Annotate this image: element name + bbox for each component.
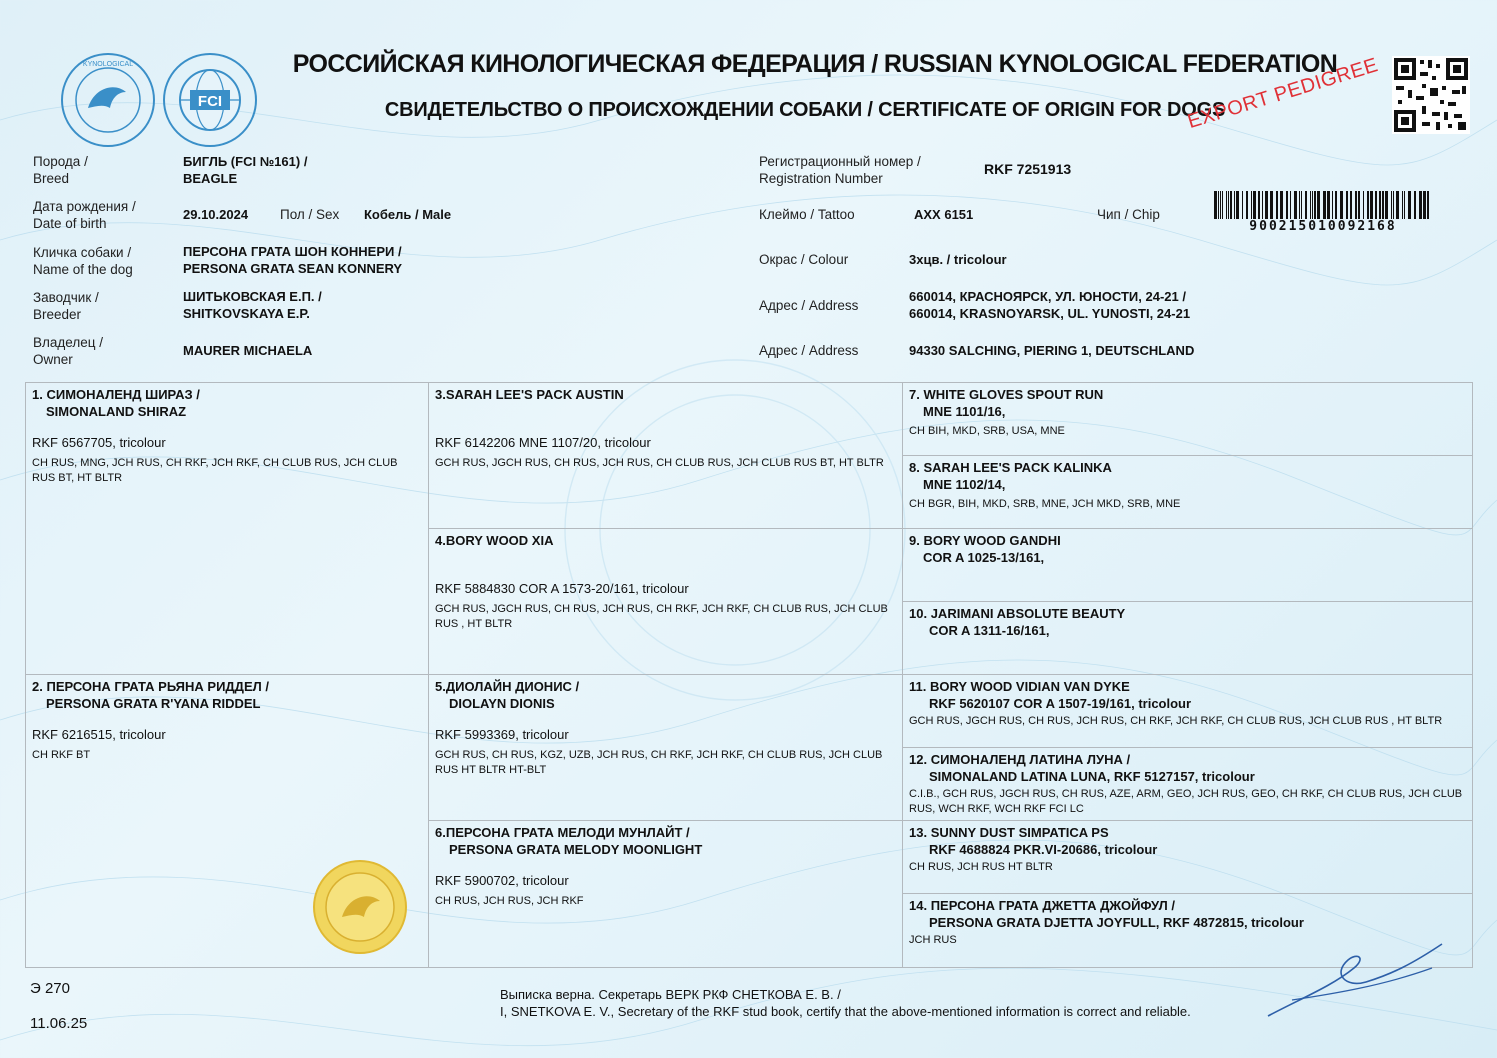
barcode-bar (1220, 191, 1221, 219)
owner-label: Владелец / Owner (33, 335, 103, 367)
registration-value: RKF 7251913 (984, 161, 1072, 177)
sex-value: Кобель / Male (364, 207, 452, 222)
barcode-bar (1350, 191, 1352, 219)
pedigree-ancestor-8: 8. SARAH LEE'S PACK KALINKA MNE 1102/14, CH BGR, BIH, MKD, SRB, MNE, JCH MKD, SRB, MNE (903, 456, 1473, 529)
dog-name-label: Кличка собаки / Name of the dog (33, 245, 133, 277)
barcode-bar (1391, 191, 1392, 219)
colour-label: Окрас / Colour (759, 252, 849, 267)
barcode-bar (1228, 191, 1229, 219)
barcode-bar (1234, 191, 1235, 219)
barcode-bar (1393, 191, 1394, 219)
issue-date: 11.06.25 (30, 1015, 88, 1032)
barcode-bar (1402, 191, 1403, 219)
barcode-bar (1214, 191, 1217, 219)
barcode-bar (1280, 191, 1283, 219)
barcode-bar (1310, 191, 1311, 219)
barcode-bar (1427, 191, 1429, 219)
barcode-bar (1301, 191, 1302, 219)
barcode-bar (1332, 191, 1333, 219)
pedigree-ancestor-14: 14. ПЕРСОНА ГРАТА ДЖЕТТА ДЖОЙФУЛ / PERSONA GRATA DJETTA JOYFULL, RKF 4872815, tricolour JCH RUS (903, 894, 1473, 968)
chip-barcode (1214, 191, 1432, 219)
tattoo-label: Клеймо / Tattoo (759, 207, 855, 222)
barcode-bar (1317, 191, 1320, 219)
pedigree-ancestor-12: 12. СИМОНАЛЕНД ЛАТИНА ЛУНА / SIMONALAND LATINA LUNA, RKF 5127157, tricolour C.I.B., GCH RUS, JGCH RUS, CH RUS, AZE, ARM, GEO, JCH RUS, GEO, CH RKF, CH CLUB RUS, JCH CLUB RUS, WCH RKF, WCH RKF FCI LC (903, 748, 1473, 821)
pedigree-table (25, 382, 1473, 968)
barcode-bar (1323, 191, 1326, 219)
breed-label: Порода / Breed (33, 154, 88, 186)
chip-label: Чип / Chip (1097, 207, 1160, 222)
tattoo-value: AXX 6151 (914, 207, 974, 222)
barcode-bar (1367, 191, 1369, 219)
pedigree-dam-dam: 6.ПЕРСОНА ГРАТА МЕЛОДИ МУНЛАЙТ / PERSONA GRATA MELODY MOONLIGHT RKF 5900702, tricolour CH RUS, JCH RUS, JCH RKF (429, 821, 903, 968)
barcode-bar (1286, 191, 1288, 219)
barcode-bar (1312, 191, 1313, 219)
gold-seal (312, 859, 408, 955)
barcode-bar (1314, 191, 1316, 219)
barcode-bar (1299, 191, 1300, 219)
barcode-bar (1251, 191, 1252, 219)
barcode-bar (1419, 191, 1422, 219)
colour-value: 3хцв. / tricolour (909, 252, 1007, 267)
barcode-bar (1358, 191, 1360, 219)
dob-label: Дата рождения / Date of birth (33, 199, 136, 231)
pedigree-ancestor-7: 7. WHITE GLOVES SPOUT RUN MNE 1101/16, CH BIH, MKD, SRB, USA, MNE (903, 383, 1473, 456)
owner-address-value: 94330 SALCHING, PIERING 1, DEUTSCHLAND (909, 343, 1195, 358)
barcode-bar (1222, 191, 1223, 219)
barcode-bar (1258, 191, 1260, 219)
barcode-bar (1218, 191, 1219, 219)
pedigree-sire-sire: 3.SARAH LEE'S PACK AUSTIN RKF 6142206 MNE 1107/20, tricolour GCH RUS, JGCH RUS, CH RUS, JCH RUS, CH CLUB RUS, JCH CLUB RUS BT, HT BLTR (429, 383, 903, 529)
breed-value: БИГЛЬ (FCI №161) / BEAGLE (183, 154, 308, 186)
qr-code (1392, 56, 1470, 134)
barcode-bar (1305, 191, 1307, 219)
owner-address-label: Адрес / Address (759, 343, 859, 358)
barcode-bar (1423, 191, 1426, 219)
barcode-bar (1396, 191, 1399, 219)
pedigree-sire-dam: 4.BORY WOOD XIA RKF 5884830 COR A 1573-20/161, tricolour GCH RUS, JGCH RUS, CH RUS, JCH RUS, CH RKF, JCH RKF, CH CLUB RUS, JCH CLUB RUS , HT BLTR (429, 529, 903, 675)
barcode-bar (1327, 191, 1330, 219)
barcode-bar (1242, 191, 1243, 219)
barcode-bar (1375, 191, 1377, 219)
barcode-bar (1408, 191, 1411, 219)
chip-number: 900215010092168 (1249, 219, 1397, 234)
secretary-signature (1262, 938, 1452, 1022)
barcode-bar (1226, 191, 1227, 219)
dob-value: 29.10.2024 (183, 207, 249, 222)
barcode-bar (1404, 191, 1405, 219)
sex-label: Пол / Sex (280, 207, 340, 222)
export-pedigree-stamp: EXPORT PEDIGREE (1185, 54, 1381, 134)
barcode-bar (1363, 191, 1364, 219)
barcode-bar (1355, 191, 1357, 219)
barcode-bar (1414, 191, 1416, 219)
svg-text:KYNOLOGICAL: KYNOLOGICAL (82, 61, 134, 68)
federation-title: РОССИЙСКАЯ КИНОЛОГИЧЕСКАЯ ФЕДЕРАЦИЯ / RUSSIAN KYNOLOGICAL FEDERATION (292, 50, 1338, 78)
pedigree-ancestor-11: 11. BORY WOOD VIDIAN VAN DYKE RKF 5620107 COR A 1507-19/161, tricolour GCH RUS, JGCH RUS, CH RUS, JCH RUS, CH RKF, JCH RKF, CH CLUB RUS, JCH CLUB RUS , HT BLTR (903, 675, 1473, 748)
certification-statement: Выписка верна. Секретарь ВЕРК РКФ СНЕТКОВА Е. В. / I, SNETKOVA E. V., Secretary of the RKF stud book, certify that the above-mentioned information is correct and reliable. (500, 987, 1191, 1019)
breeder-value: ШИТЬКОВСКАЯ Е.П. / SHITKOVSKAYA E.P. (183, 289, 322, 321)
pedigree-ancestor-9: 9. BORY WOOD GANDHI COR A 1025-13/161, (903, 529, 1473, 602)
barcode-bar (1246, 191, 1248, 219)
pedigree-dam-sire: 5.ДИОЛАЙН ДИОНИС / DIOLAYN DIONIS RKF 5993369, tricolour GCH RUS, CH RUS, KGZ, UZB, JCH RUS, CH RKF, JCH RKF, CH CLUB RUS, JCH CLUB RUS HT BLTR HT-BLT (429, 675, 903, 821)
barcode-bar (1262, 191, 1263, 219)
registration-label: Регистрационный номер / Registration Number (759, 154, 921, 186)
barcode-bar (1382, 191, 1384, 219)
barcode-bar (1265, 191, 1268, 219)
breeder-label: Заводчик / Breeder (33, 290, 99, 322)
pedigree-dam: 2. ПЕРСОНА ГРАТА РЬЯНА РИДДЕЛ / PERSONA GRATA R'YANA RIDDEL RKF 6216515, tricolour CH RKF BT (26, 675, 429, 968)
barcode-bar (1346, 191, 1348, 219)
barcode-bar (1230, 191, 1232, 219)
barcode-bar (1236, 191, 1239, 219)
barcode-bar (1294, 191, 1297, 219)
pedigree-ancestor-10: 10. JARIMANI ABSOLUTE BEAUTY COR A 1311-16/161, (903, 602, 1473, 675)
pedigree-ancestor-13: 13. SUNNY DUST SIMPATICA PS RKF 4688824 PKR.VI-20686, tricolour CH RUS, JCH RUS HT BLTR (903, 821, 1473, 894)
svg-text:FCI: FCI (197, 93, 223, 110)
breeder-address-label: Адрес / Address (759, 298, 859, 313)
barcode-bar (1340, 191, 1343, 219)
barcode-bar (1370, 191, 1373, 219)
barcode-bar (1379, 191, 1381, 219)
certificate-title: СВИДЕТЕЛЬСТВО О ПРОИСХОЖДЕНИИ СОБАКИ / CERTIFICATE OF ORIGIN FOR DOGS (384, 99, 1226, 121)
dog-name-value: ПЕРСОНА ГРАТА ШОН КОННЕРИ / PERSONA GRATA SEAN KONNERY (183, 244, 403, 276)
barcode-bar (1335, 191, 1337, 219)
owner-value: MAURER MICHAELA (183, 343, 313, 358)
barcode-bar (1290, 191, 1291, 219)
form-code: Э 270 (30, 980, 70, 997)
breeder-address-value: 660014, КРАСНОЯРСК, УЛ. ЮНОСТИ, 24-21 / 660014, KRASNOYARSK, UL. YUNOSTI, 24-21 (909, 289, 1191, 321)
barcode-bar (1385, 191, 1388, 219)
barcode-bar (1253, 191, 1256, 219)
barcode-bar (1270, 191, 1273, 219)
barcode-bar (1276, 191, 1278, 219)
pedigree-sire: 1. СИМОНАЛЕНД ШИРАЗ / SIMONALAND SHIRAZ RKF 6567705, tricolour CH RUS, MNG, JCH RUS, CH RKF, JCH RKF, CH CLUB RUS, JCH CLUB RUS BT, HT BLTR (26, 383, 429, 675)
